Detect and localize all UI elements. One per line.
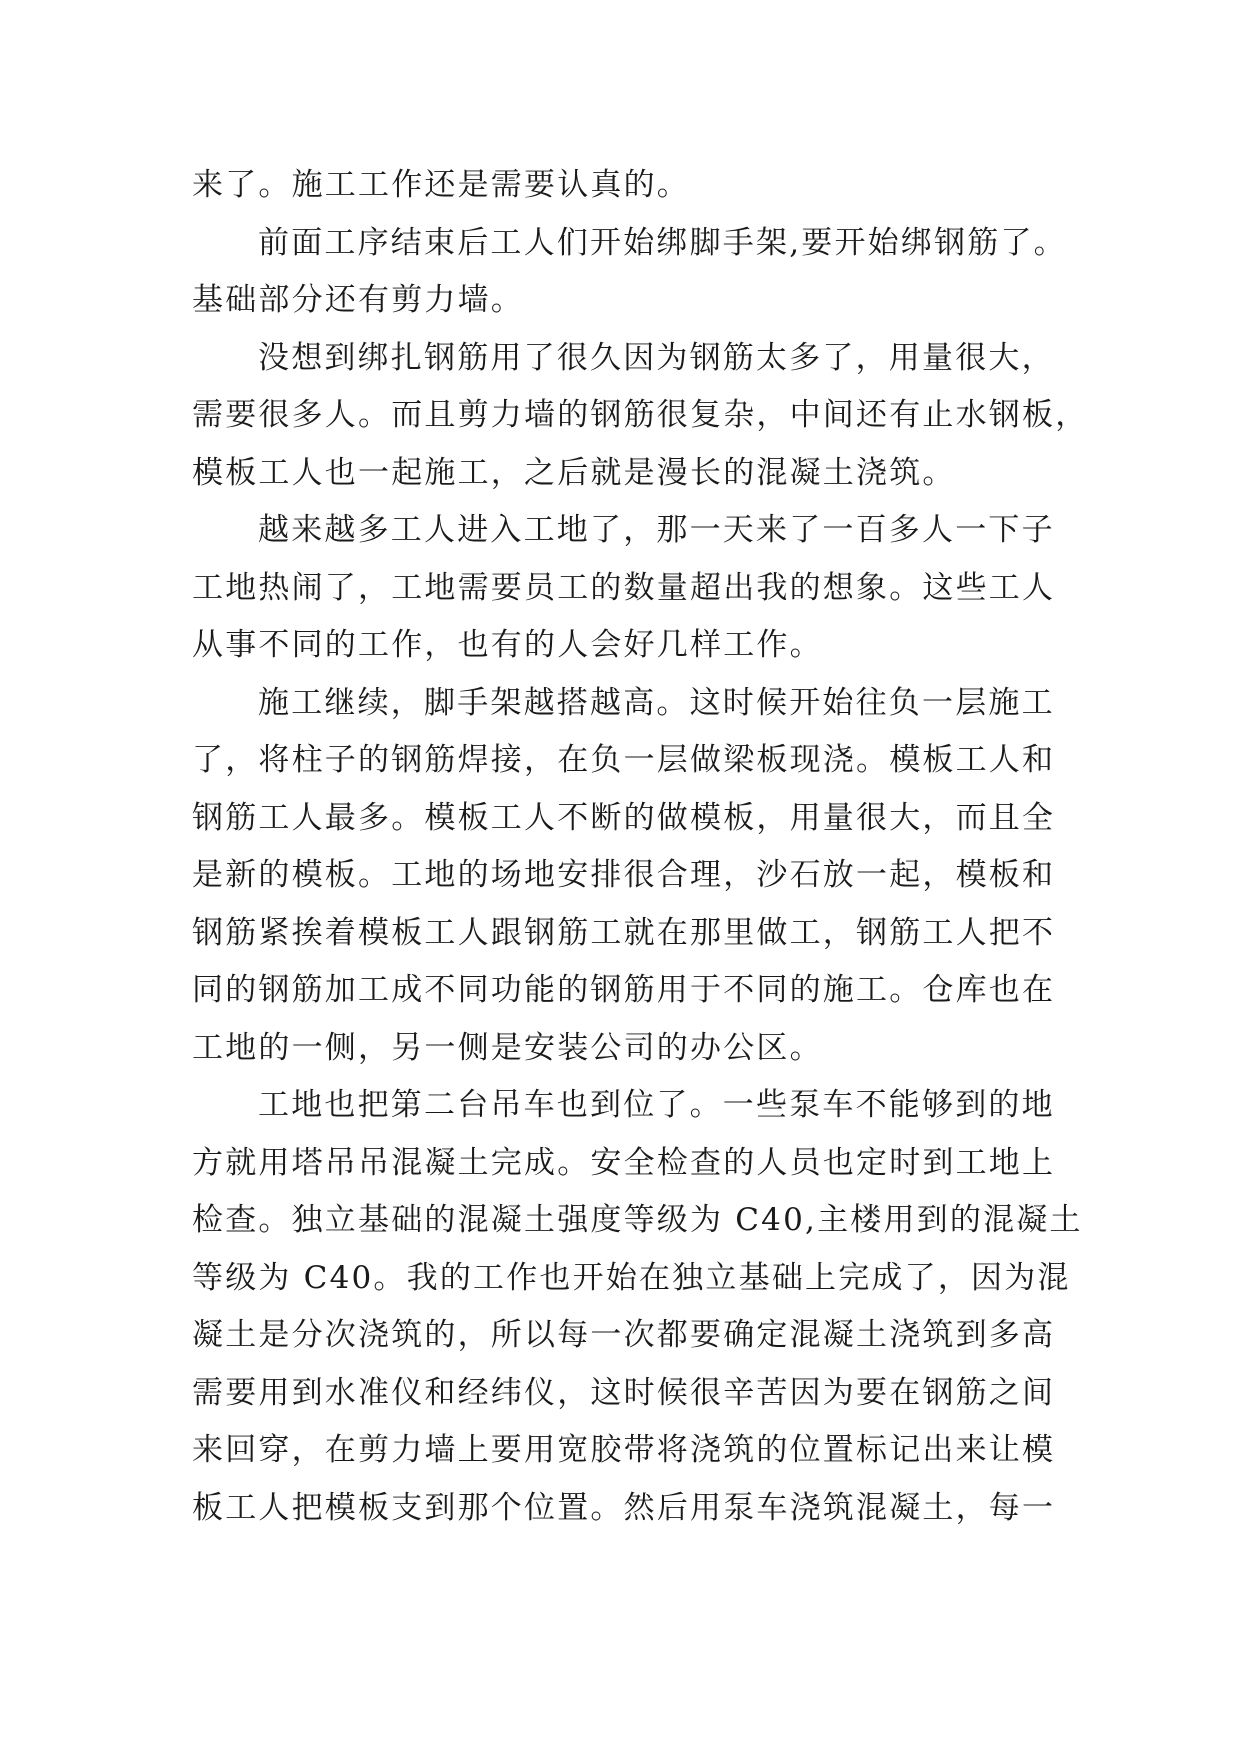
text-line: 等级为 C40。我的工作也开始在独立基础上完成了，因为混	[192, 1259, 1071, 1296]
text-line: 需要用到水准仪和经纬仪，这时候很辛苦因为要在钢筋之间	[192, 1374, 1056, 1411]
body-text	[192, 157, 1089, 1537]
text-line: 检查。独立基础的混凝土强度等级为 C40,主楼用到的混凝土	[192, 1202, 1083, 1238]
text-line: 方就用塔吊吊混凝土完成。安全检查的人员也定时到工地上	[192, 1144, 1056, 1181]
text-line: 是新的模板。工地的场地安排很合理，沙石放一起，模板和	[192, 857, 1056, 893]
text-line: 钢筋紧挨着模板工人跟钢筋工就在那里做工，钢筋工人把不	[192, 914, 1056, 951]
text-line: 同的钢筋加工成不同功能的钢筋用于不同的施工。仓库也在	[192, 972, 1056, 1008]
text-line: 工地的一侧，另一侧是安装公司的办公区。	[192, 1029, 823, 1066]
text-line: 来了。施工工作还是需要认真的。	[192, 167, 690, 203]
text-line: 施工继续，脚手架越搭越高。这时候开始往负一层施工	[258, 684, 1055, 721]
text-line: 板工人把模板支到那个位置。然后用泵车浇筑混凝土，每一	[192, 1489, 1056, 1526]
text-line: 从事不同的工作，也有的人会好几样工作。	[192, 627, 823, 663]
text-line: 工地也把第二台吊车也到位了。一些泵车不能够到的地	[258, 1087, 1055, 1123]
text-line: 前面工序结束后工人们开始绑脚手架,要开始绑钢筋了。	[258, 224, 1067, 261]
text-line: 模板工人也一起施工，之后就是漫长的混凝土浇筑。	[192, 454, 956, 491]
text-line: 了，将柱子的钢筋焊接，在负一层做梁板现浇。模板工人和	[192, 742, 1056, 778]
text-line: 越来越多工人进入工地了，那一天来了一百多人一下子	[258, 512, 1055, 548]
text-line: 工地热闹了，工地需要员工的数量超出我的想象。这些工人	[192, 569, 1056, 606]
text-line: 钢筋工人最多。模板工人不断的做模板，用量很大，而且全	[192, 799, 1056, 836]
text-line: 没想到绑扎钢筋用了很久因为钢筋太多了，用量很大，	[258, 339, 1055, 376]
text-line: 需要很多人。而且剪力墙的钢筋很复杂，中间还有止水钢板，	[192, 397, 1089, 433]
text-line: 凝土是分次浇筑的，所以每一次都要确定混凝土浇筑到多高	[192, 1317, 1056, 1353]
text-line: 来回穿，在剪力墙上要用宽胶带将浇筑的位置标记出来让模	[192, 1432, 1056, 1468]
text-line: 基础部分还有剪力墙。	[192, 282, 524, 318]
